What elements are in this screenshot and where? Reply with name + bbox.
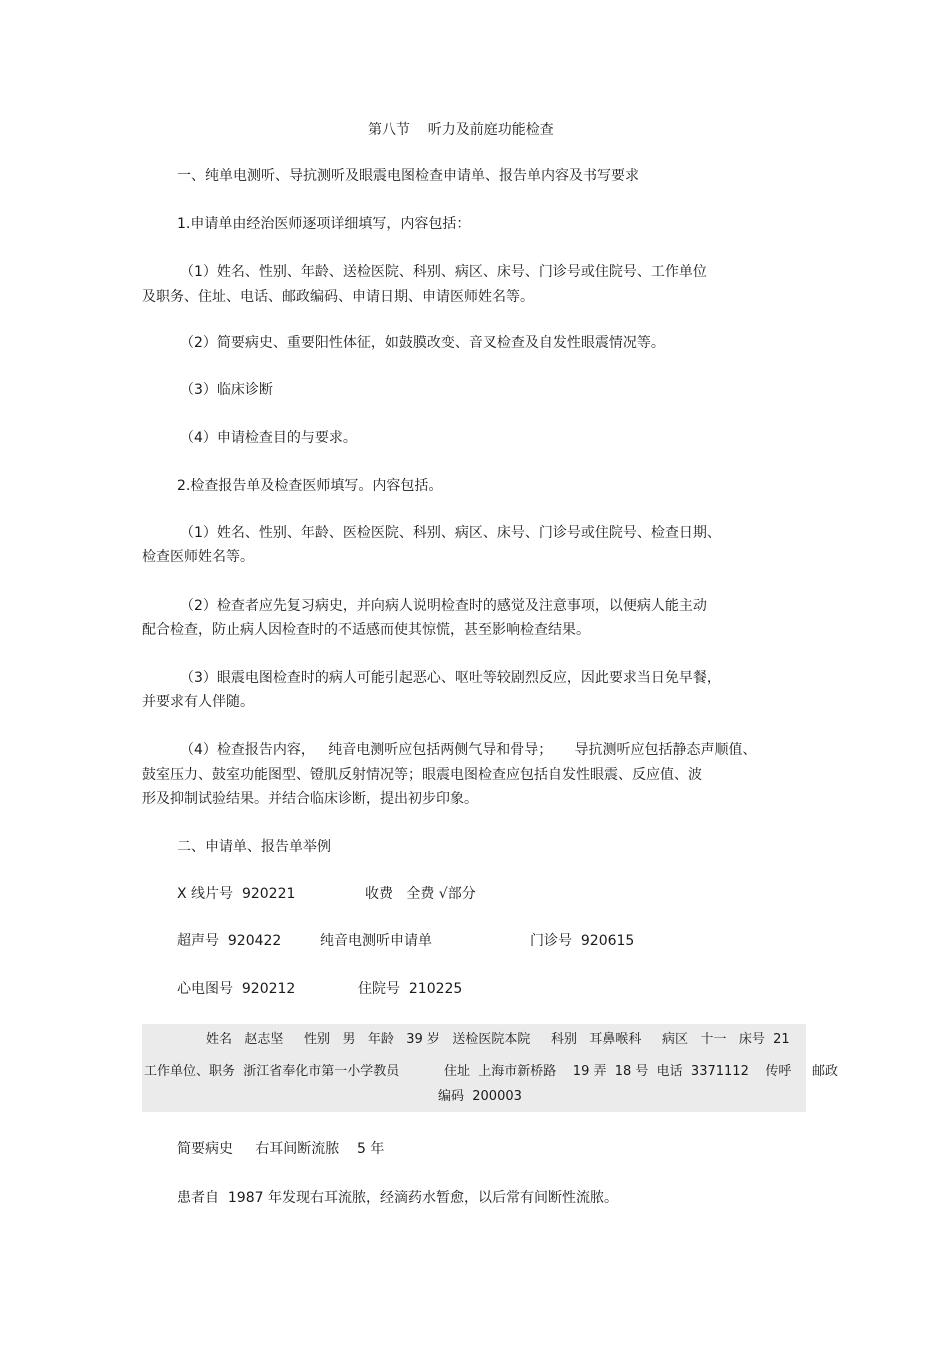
paragraph: 形及抑制试验结果。并结合临床诊断，提出初步印象。 — [142, 791, 478, 807]
paragraph: 并要求有人伴随。 — [142, 694, 254, 710]
paragraph: （4）申请检查目的与要求。 — [180, 430, 357, 446]
paragraph: （2）检查者应先复习病史，并向病人说明检查时的感觉及注意事项，以便病人能主动 — [180, 598, 707, 614]
table-row: 工作单位、职务 浙江省奉化市第一小学教员 — [144, 1064, 400, 1079]
section-heading-2: 二、申请单、报告单举例 — [177, 839, 331, 855]
patient-info-table — [142, 1024, 839, 1112]
section-heading-1: 一、纯单电测听、导抗测听及眼震电图检查申请单、报告单内容及书写要求 — [177, 168, 639, 184]
page-title: 第八节 听力及前庭功能检查 — [368, 122, 554, 138]
paragraph: 2.检查报告单及检查医师填写。内容包括。 — [177, 478, 443, 494]
history-text: 患者自 1987 年发现右耳流脓，经滴药水暂愈，以后常有间断性流脓。 — [177, 1190, 618, 1206]
paragraph: 鼓室压力、鼓室功能图型、镫肌反射情况等；眼震电图检查应包括自发性眼震、反应值、波 — [142, 767, 702, 783]
history-label: 简要病史 右耳间断流脓 5 年 — [177, 1141, 385, 1157]
paragraph: 1.申请单由经治医师逐项详细填写，内容包括： — [177, 216, 471, 232]
ultrasound-number: 超声号 920422 — [177, 933, 282, 949]
outpatient-number: 门诊号 920615 — [530, 933, 635, 949]
paragraph: （1）姓名、性别、年龄、送检医院、科别、病区、床号、门诊号或住院号、工作单位 — [180, 264, 707, 280]
paragraph: （3）临床诊断 — [180, 382, 273, 398]
paragraph: 检查医师姓名等。 — [142, 549, 254, 565]
paragraph: （2）简要病史、重要阳性体征，如鼓膜改变、音叉检查及自发性眼震情况等。 — [180, 335, 665, 351]
paragraph: （4）检查报告内容， 纯音电测听应包括两侧气导和骨导； 导抗测听应包括静态声顺值、 — [180, 742, 757, 758]
paragraph: （1）姓名、性别、年龄、医检医院、科别、病区、床号、门诊号或住院号、检查日期、 — [180, 525, 721, 541]
paragraph: 及职务、住址、电话、邮政编码、申请日期、申请医师姓名等。 — [142, 289, 534, 305]
paragraph: （3）眼震电图检查时的病人可能引起恶心、呕吐等较剧烈反应，因此要求当日免早餐， — [180, 670, 721, 686]
fee-info: 收费 全费 √部分 — [365, 886, 476, 902]
table-row: 姓名 赵志坚 性别 男 年龄 39 岁 送检医院本院 科别 耳鼻喉科 病区 十一 床号 21 — [206, 1032, 790, 1047]
xray-number: X 线片号 920221 — [177, 886, 296, 902]
table-row: 住址 上海市新桥路 19 弄 18 号 电话 3371112 传呼 邮政 — [444, 1064, 839, 1079]
form-title: 纯音电测听申请单 — [320, 933, 432, 949]
inpatient-number: 住院号 210225 — [358, 981, 463, 997]
table-row: 编码 200003 — [438, 1089, 522, 1104]
ecg-number: 心电图号 920212 — [177, 981, 296, 997]
paragraph: 配合检查，防止病人因检查时的不适感而使其惊慌，甚至影响检查结果。 — [142, 622, 590, 638]
